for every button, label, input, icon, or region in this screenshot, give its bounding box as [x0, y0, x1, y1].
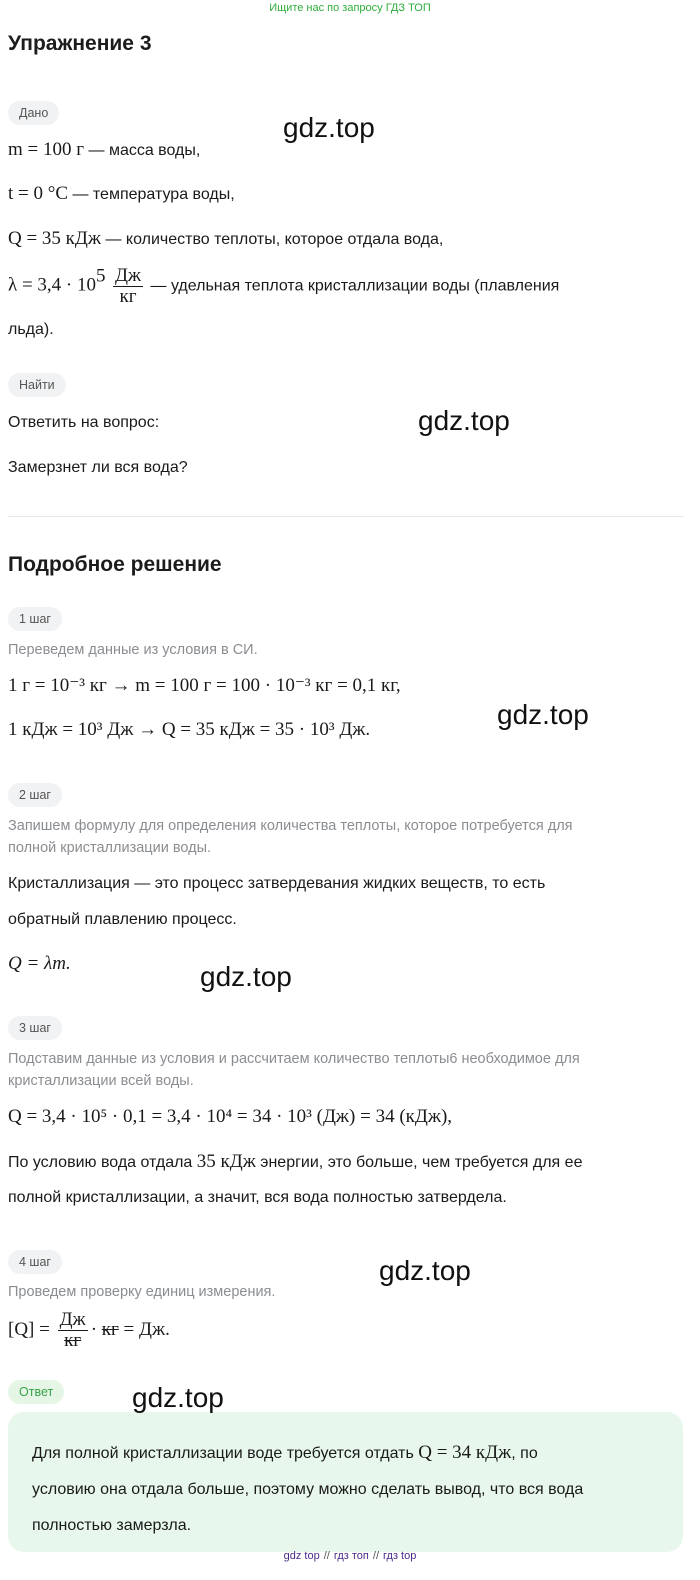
temperature-desc: — температура воды,: [68, 186, 235, 203]
given-lambda: [8, 266, 559, 307]
footer-link[interactable]: гдз топ: [333, 1550, 369, 1562]
heat-formula: Q = 35 кДж: [8, 228, 102, 249]
solution-title: Подробное решение: [8, 553, 222, 576]
answer-tag: Ответ: [8, 1380, 64, 1404]
step-1-equation-2: 1 кДж = 10³ Дж → Q = 35 кДж = 35 · 10³ Дж.: [8, 719, 371, 740]
lambda-unit-fraction: [113, 266, 143, 307]
answer-line-1: [32, 1435, 659, 1472]
units-fraction: [58, 1310, 88, 1351]
given-tag: Дано: [8, 101, 59, 125]
step-3-text-1-end: энергии, это больше, чем требуется для ее: [255, 1154, 583, 1171]
section-divider: [8, 516, 684, 517]
step-3-equation: Q = 3,4 · 10⁵ · 0,1 = 3,4 · 10⁴ = 34 · 10³ (Дж) = 34 (кДж),: [8, 1106, 453, 1127]
lambda-desc-continued: льда).: [8, 321, 54, 338]
answer-formula: Q = 34 кДж: [418, 1442, 512, 1463]
given-heat: [8, 229, 443, 250]
given-temperature: [8, 184, 235, 205]
answer-box: [8, 1412, 683, 1552]
answer-line-1-start: Для полной кристаллизации воде требуется отдать: [32, 1445, 419, 1462]
step-2-text-2: обратный плавлению процесс.: [8, 911, 237, 928]
step-3-tag: 3 шаг: [8, 1016, 62, 1040]
units-kg-cancelled: кг: [101, 1318, 119, 1340]
step-3-text-1-start: По условию вода отдала: [8, 1154, 197, 1171]
answer-line-3: полностью замерзла.: [32, 1517, 192, 1534]
find-tag: Найти: [8, 373, 66, 397]
page-title: Упражнение 3: [8, 32, 152, 55]
step-2-desc-1: Запишем формулу для определения количества теплоты, которое потребуется для: [8, 818, 573, 834]
footer-links: [0, 1550, 700, 1562]
mass-desc: — масса воды,: [84, 142, 201, 159]
step-3-text-1: [8, 1152, 582, 1173]
units-numerator: Дж: [59, 1309, 86, 1330]
step-2-tag: 2 шаг: [8, 783, 62, 807]
given-mass: [8, 140, 200, 161]
step-1-equation-1: 1 г = 10⁻³ кг → m = 100 г = 100 · 10⁻³ кг = 0,1 кг,: [8, 675, 401, 696]
footer-link[interactable]: гдз top: [383, 1550, 417, 1562]
find-question-intro: Ответить на вопрос:: [8, 414, 160, 431]
step-4-tag: 4 шаг: [8, 1250, 62, 1274]
watermark: gdz.top: [132, 1382, 224, 1413]
step-2-desc-2: полной кристаллизации воды.: [8, 840, 212, 856]
heat-desc: — количество теплоты, которое отдала вода,: [101, 231, 444, 248]
units-denominator-cancelled: кг: [64, 1330, 82, 1351]
watermark: gdz.top: [497, 699, 589, 730]
answer-line-2: условию она отдала больше, поэтому можно сделать вывод, что вся вода: [32, 1481, 584, 1498]
step-2-equation: Q = λm.: [8, 953, 71, 974]
lambda-desc: — удельная теплота кристаллизации воды (плавления: [146, 277, 560, 295]
step-3-desc-2: кристаллизации всей воды.: [8, 1073, 194, 1089]
mass-formula: m = 100 г: [8, 139, 85, 160]
step-1-desc: Переведем данные из условия в СИ.: [8, 642, 258, 658]
footer-separator: //: [372, 1550, 380, 1562]
watermark: gdz.top: [283, 112, 375, 143]
temperature-formula: t = 0 °C: [8, 183, 69, 204]
footer-link[interactable]: gdz top: [283, 1550, 320, 1562]
step-4-equation: [8, 1310, 170, 1351]
lambda-unit-numerator: Дж: [114, 265, 142, 286]
answer-line-1-end: , по: [511, 1445, 538, 1462]
step-3-heat-value: 35 кДж: [196, 1151, 256, 1172]
watermark: gdz.top: [418, 405, 510, 436]
watermark: gdz.top: [200, 961, 292, 992]
watermark: gdz.top: [379, 1255, 471, 1286]
lambda-formula: λ = 3,4 · 10: [8, 274, 97, 296]
units-multiply: ·: [90, 1318, 98, 1340]
step-2-text-1: Кристаллизация — это процесс затвердевания жидких веществ, то есть: [8, 875, 546, 892]
step-1-tag: 1 шаг: [8, 607, 62, 631]
find-question: Замерзнет ли вся вода?: [8, 459, 188, 476]
step-3-text-2: полной кристаллизации, а значит, вся вода полностью затвердела.: [8, 1189, 507, 1206]
step-4-desc: Проведем проверку единиц измерения.: [8, 1284, 276, 1300]
units-left: [Q] =: [8, 1318, 50, 1340]
step-3-desc-1: Подставим данные из условия и рассчитаем количество теплоты6 необходимое для: [8, 1051, 580, 1067]
top-search-hint[interactable]: Ищите нас по запросу ГДЗ ТОП: [269, 2, 431, 14]
units-right: = Дж.: [123, 1318, 170, 1340]
footer-separator: //: [323, 1550, 330, 1562]
lambda-exponent: 5: [96, 265, 106, 287]
lambda-unit-denominator: кг: [119, 286, 137, 307]
